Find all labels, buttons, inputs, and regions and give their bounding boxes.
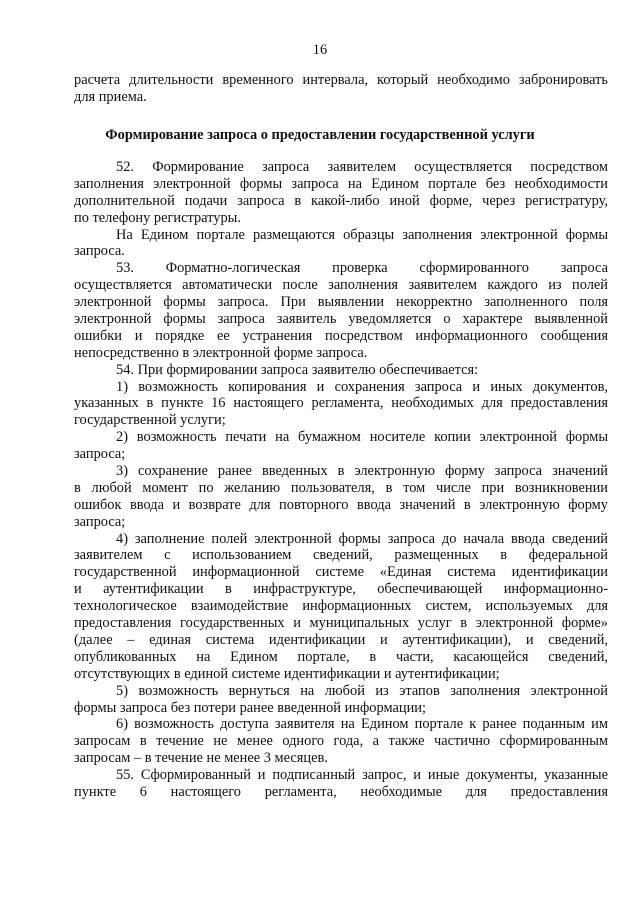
text-line: (далее – единая система идентификации и аутентификации), и сведений, (74, 631, 608, 648)
text-line: 2) возможность печати на бумажном носителе копии электронной формы (116, 429, 608, 446)
text-line: осуществляется автоматически после заполнения заявителем каждого из полей (74, 277, 608, 294)
text-line: в любой момент по желанию пользователя, в том числе при возникновении (74, 479, 608, 496)
text-line: формы запроса без потери ранее введенной информации; (74, 699, 426, 716)
text-line: запроса. (74, 243, 125, 260)
text-line: 52. Формирование запроса заявителем осуществляется посредством (116, 159, 608, 175)
text-line: запросам – в течение не менее 3 месяцев. (74, 750, 328, 767)
text-line: указанных в пункте 16 настоящего регламента, необходимых для предоставления (74, 395, 608, 412)
text-line: 54. При формировании запроса заявителю обеспечивается: (116, 361, 479, 378)
text-line: 55. Сформированный и подписанный запрос, и иные документы, указанные (116, 767, 608, 784)
text-line: ошибок ввода и возврате для повторного ввода значений в электронную форму (74, 496, 608, 513)
text-line: заявителем с использованием сведений, размещенных в федеральной (74, 547, 608, 564)
section-heading: Формирование запроса о предоставлении государственной услуги (105, 127, 535, 143)
text-line: 3) сохранение ранее введенных в электронную форму запроса значений (116, 463, 608, 480)
text-line: предоставления государственных и муниципальных услуг в электронной форме» (74, 615, 608, 632)
text-line: непосредственно в электронной форме запроса. (74, 344, 368, 361)
continuation-text (74, 72, 608, 106)
text-line: 1) возможность копирования и сохранения запроса и иных документов, (116, 378, 608, 395)
text-line: 5) возможность вернуться на любой из этапов заполнения электронной (116, 682, 608, 699)
body-text (74, 159, 608, 801)
text-line: государственной услуги; (74, 412, 226, 429)
text-line: 4) заполнение полей электронной формы запроса до начала ввода сведений (116, 530, 608, 547)
text-line: запроса; (74, 513, 126, 530)
text-line: технологическое взаимодействие информационных систем, используемых для (74, 598, 608, 615)
text-line: пункте 6 настоящего регламента, необходимые для предоставления (74, 783, 608, 800)
text-line: электронной формы запроса заявитель уведомляется о характере выявленной (74, 311, 608, 328)
page-number: 16 (312, 42, 328, 58)
text-line: На Едином портале размещаются образцы заполнения электронной формы (116, 226, 608, 243)
text-line: запросам в течение не менее одного года, а также частично сформированным (74, 733, 608, 750)
text-line: запроса; (74, 446, 126, 463)
text-line: опубликованных на Едином портале, в части, касающейся сведений, (74, 648, 608, 665)
text-line: заполнения электронной формы запроса на Едином портале без необходимости (74, 175, 608, 192)
text-line: для приема. (74, 88, 147, 105)
text-line: дополнительной подачи запроса в какой-либо иной форме, через регистратуру, (74, 192, 608, 209)
text-line: ошибки и порядке ее устранения посредством информационного сообщения (74, 327, 608, 344)
text-line: расчета длительности временного интервала, который необходимо забронировать (74, 72, 608, 88)
text-line: 53. Форматно-логическая проверка сформированного запроса (116, 260, 608, 277)
text-line: отсутствующих в единой системе идентификации и аутентификации; (74, 665, 500, 682)
text-line: и аутентификации в инфраструктуре, обеспечивающей информационно- (74, 581, 608, 598)
text-line: электронной формы запроса. При выявлении некорректно заполненного поля (74, 294, 608, 311)
text-line: по телефону регистратуры. (74, 209, 241, 226)
text-line: 6) возможность доступа заявителя на Едином портале к ранее поданным им (116, 716, 608, 733)
text-line: государственной информационной системе «Единая система идентификации (74, 564, 608, 581)
